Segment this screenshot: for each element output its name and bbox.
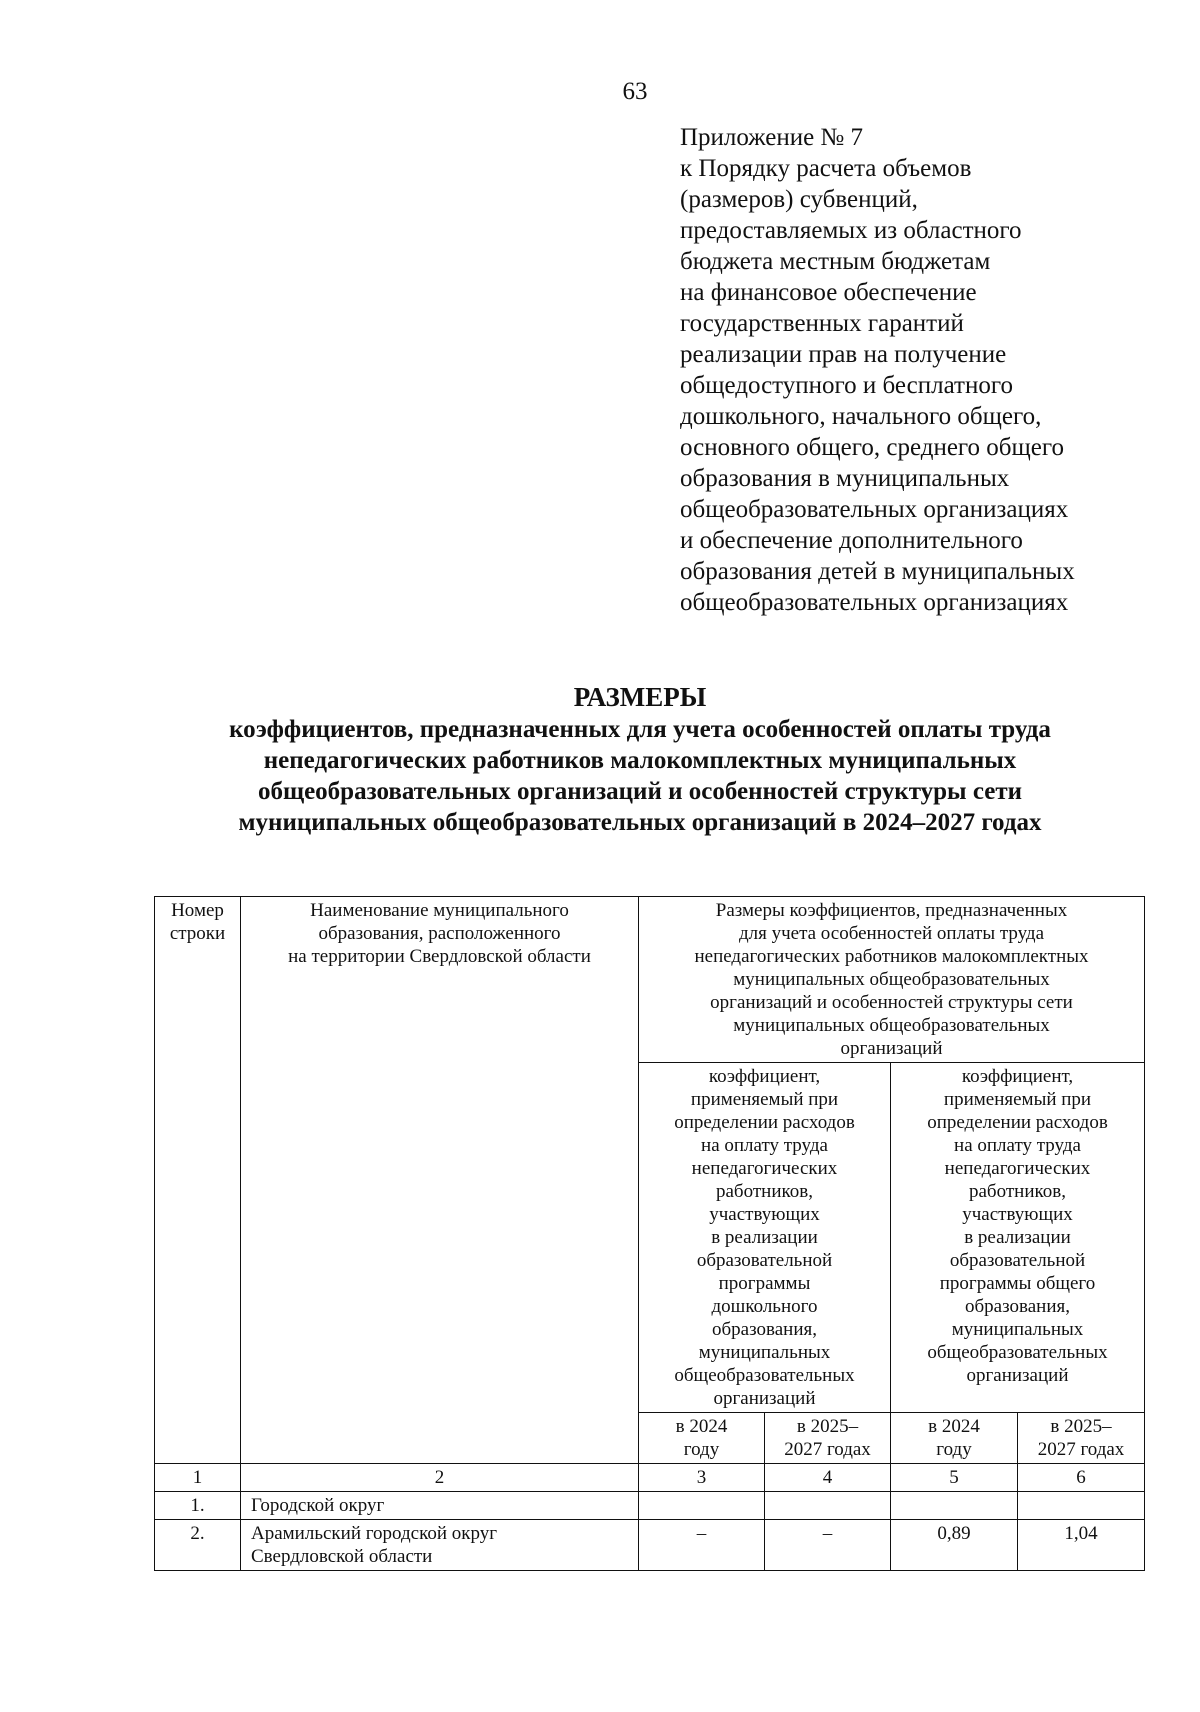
municipality-name: Арамильский городской округ Свердловской области — [241, 1520, 639, 1571]
subtitle-line: общеобразовательных организаций и особенностей структуры сети — [257, 778, 1023, 805]
column-number: 4 — [765, 1464, 891, 1492]
general-2024-value: 0,89 — [891, 1520, 1018, 1571]
header-preschool-2025-2027: в 2025– 2027 годах — [765, 1413, 891, 1464]
preschool-2024-value: – — [639, 1520, 765, 1571]
column-number-row — [155, 1464, 1145, 1492]
appendix-note — [680, 122, 1180, 618]
header-general-2025-2027: в 2025– 2027 годах — [1018, 1413, 1145, 1464]
subtitle-line: муниципальных общеобразовательных организаций в 2024–2027 годах — [238, 809, 1042, 836]
subtitle-line: коэффициентов, предназначенных для учета особенностей оплаты труда — [229, 716, 1051, 743]
table-row — [155, 1492, 1145, 1520]
document-title — [150, 680, 1130, 838]
appendix-line: бюджета местным бюджетам — [680, 248, 991, 275]
header-municipality: Наименование муниципального образования, расположенного на территории Свердловской области — [241, 897, 639, 1464]
preschool-2025-2027-value: – — [765, 1520, 891, 1571]
appendix-line: образования в муниципальных — [680, 465, 1010, 492]
appendix-line: предоставляемых из областного — [680, 217, 1022, 244]
subtitle-line: непедагогических работников малокомплектных муниципальных — [263, 747, 1017, 774]
title-subtitle — [150, 714, 1130, 838]
appendix-line: основного общего, среднего общего — [680, 434, 1064, 461]
header-row-number: Номер строки — [155, 897, 241, 1464]
header-coefficients: Размеры коэффициентов, предназначенных для учета особенностей оплаты труда непедагогических работников малокомплектных муниципальных общеобразовательных организаций и особенностей структуры сети муниципальных общеобразовательных организаций — [639, 897, 1145, 1063]
page-number: 63 — [622, 78, 648, 105]
appendix-line: образования детей в муниципальных — [680, 558, 1075, 585]
general-2025-2027-value — [1018, 1492, 1145, 1520]
appendix-line: реализации прав на получение — [680, 341, 1007, 368]
table-row — [155, 1520, 1145, 1571]
appendix-line: государственных гарантий — [680, 310, 964, 337]
appendix-line: на финансовое обеспечение — [680, 279, 977, 306]
header-preschool-2024: в 2024 году — [639, 1413, 765, 1464]
row-number: 2. — [155, 1520, 241, 1571]
municipality-name: Городской округ — [241, 1492, 639, 1520]
appendix-line: (размеров) субвенций, — [680, 186, 918, 213]
header-general-coefficient: коэффициент, применяемый при определении расходов на оплату труда непедагогических работников, участвующих в реализации образовательной программы общего образования, муниципальных общеобразовательных организаций — [891, 1063, 1145, 1413]
header-preschool-coefficient: коэффициент, применяемый при определении расходов на оплату труда непедагогических работников, участвующих в реализации образовательной программы дошкольного образования, муниципальных общеобразовательных организаций — [639, 1063, 891, 1413]
preschool-2025-2027-value — [765, 1492, 891, 1520]
title-main: РАЗМЕРЫ — [573, 682, 707, 712]
appendix-line: общедоступного и бесплатного — [680, 372, 1013, 399]
column-number: 5 — [891, 1464, 1018, 1492]
appendix-line: к Порядку расчета объемов — [680, 155, 972, 182]
column-number: 1 — [155, 1464, 241, 1492]
appendix-line: и обеспечение дополнительного — [680, 527, 1023, 554]
row-number: 1. — [155, 1492, 241, 1520]
general-2025-2027-value: 1,04 — [1018, 1520, 1145, 1571]
column-number: 2 — [241, 1464, 639, 1492]
appendix-line: общеобразовательных организациях — [680, 589, 1069, 616]
appendix-line: Приложение № 7 — [680, 124, 864, 151]
coefficients-table — [154, 896, 1145, 1571]
preschool-2024-value — [639, 1492, 765, 1520]
appendix-line: дошкольного, начального общего, — [680, 403, 1042, 430]
column-number: 3 — [639, 1464, 765, 1492]
appendix-line: общеобразовательных организациях — [680, 496, 1069, 523]
header-general-2024: в 2024 году — [891, 1413, 1018, 1464]
column-number: 6 — [1018, 1464, 1145, 1492]
general-2024-value — [891, 1492, 1018, 1520]
